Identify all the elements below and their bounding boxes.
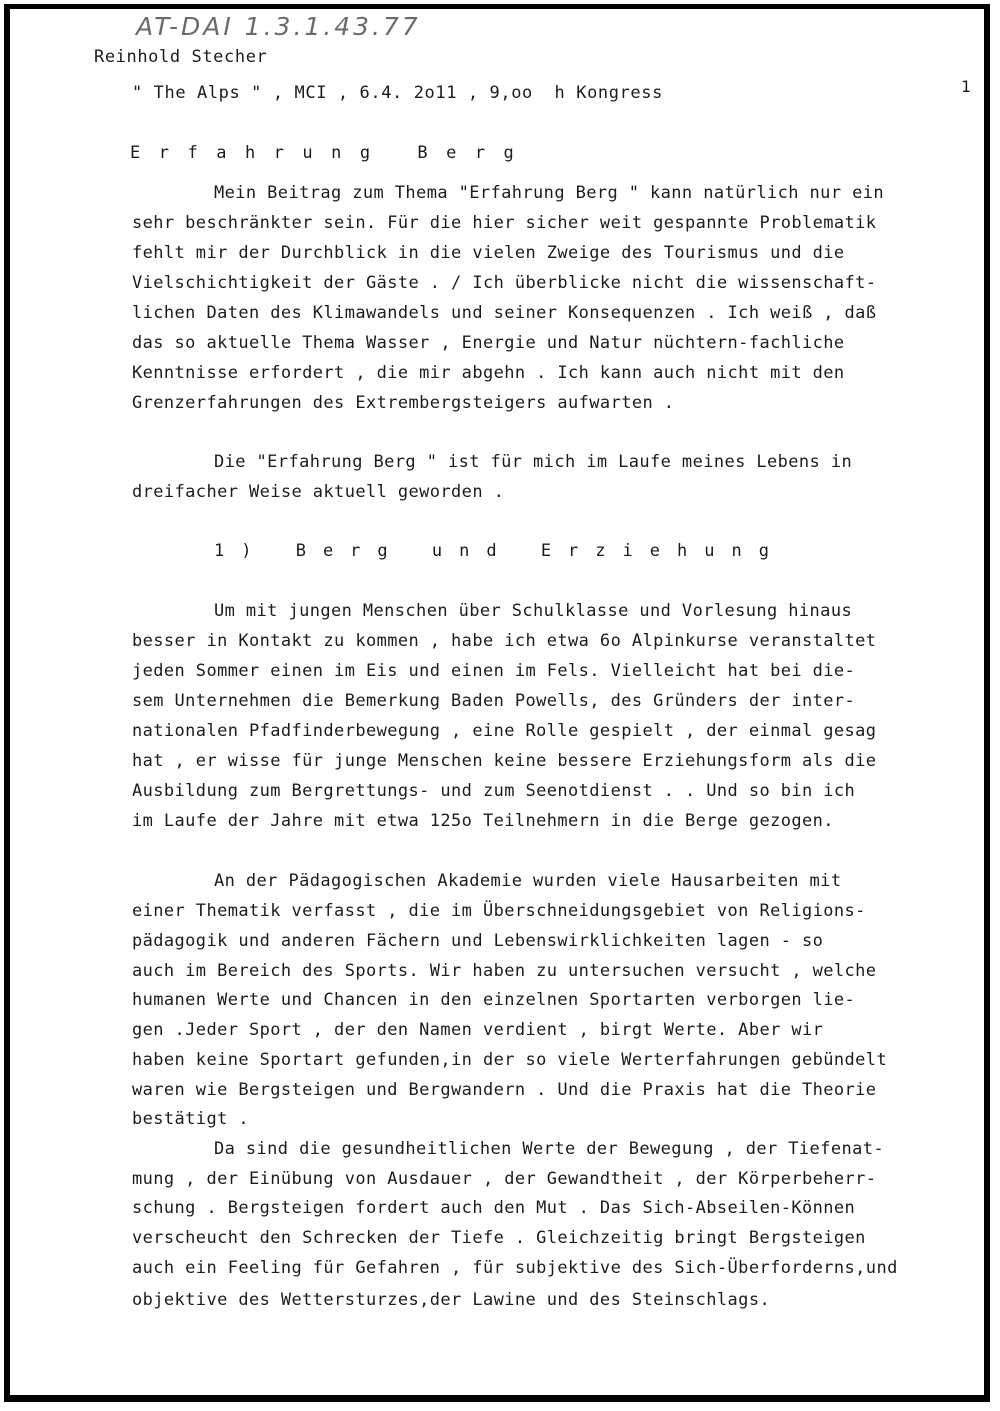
- text-line: einer Thematik verfasst , die im Überschneidungsgebiet von Religions-: [132, 901, 866, 921]
- text-line: humanen Werte und Chancen in den einzelnen Sportarten verborgen lie-: [132, 990, 856, 1010]
- text-line: fehlt mir der Durchblick in die vielen Zweige des Tourismus und die: [132, 243, 845, 263]
- text-line: das so aktuelle Thema Wasser , Energie und Natur nüchtern-fachliche: [132, 333, 845, 353]
- text-line: Kenntnisse erfordert , die mir abgehn . Ich kann auch nicht mit den: [132, 363, 845, 383]
- text-line: lichen Daten des Klimawandels und seiner Konsequenzen . Ich weiß , daß: [132, 303, 877, 323]
- text-line: Die "Erfahrung Berg " ist für mich im Laufe meines Lebens in: [214, 452, 853, 472]
- text-line: objektive des Wettersturzes,der Lawine und des Steinschlags.: [132, 1290, 771, 1310]
- text-line: auch im Bereich des Sports. Wir haben zu untersuchen versucht , welche: [132, 961, 877, 981]
- text-line: hat , er wisse für junge Menschen keine bessere Erziehungsform als die: [132, 751, 877, 771]
- text-line: gen .Jeder Sport , der den Namen verdient , birgt Werte. Aber wir: [132, 1020, 824, 1040]
- text-line: Um mit jungen Menschen über Schulklasse und Vorlesung hinaus: [214, 601, 853, 621]
- text-line: besser in Kontakt zu kommen , habe ich etwa 6o Alpinkurse veranstaltet: [132, 631, 877, 651]
- text-line: Da sind die gesundheitlichen Werte der Bewegung , der Tiefenat-: [214, 1139, 884, 1159]
- text-line: bestätigt .: [132, 1109, 249, 1129]
- text-line: auch ein Feeling für Gefahren , für subjektive des Sich-Überforderns,und: [132, 1258, 898, 1278]
- page-number: 1: [961, 77, 971, 96]
- author-name: Reinhold Stecher: [94, 47, 268, 67]
- archive-signature: AT-DAI 1.3.1.43.77: [136, 12, 421, 41]
- text-line: An der Pädagogischen Akademie wurden viele Hausarbeiten mit: [214, 871, 842, 891]
- text-line: sem Unternehmen die Bemerkung Baden Powells, des Gründers der inter-: [132, 691, 856, 711]
- text-line: haben keine Sportart gefunden,in der so viele Werterfahrungen gebündelt: [132, 1050, 888, 1070]
- event-line: " The Alps " , MCI , 6.4. 2o11 , 9,oo h Kongress: [132, 83, 663, 103]
- text-line: Vielschichtigkeit der Gäste . / Ich überblicke nicht die wissenschaft-: [132, 273, 877, 293]
- text-line: im Laufe der Jahre mit etwa 125o Teilnehmern in die Berge gezogen.: [132, 811, 834, 831]
- text-line: dreifacher Weise aktuell geworden .: [132, 482, 505, 502]
- text-line: sehr beschränkter sein. Für die hier sicher weit gespannte Problematik: [132, 213, 877, 233]
- text-line: nationalen Pfadfinderbewegung , eine Rolle gespielt , der einmal gesag: [132, 721, 877, 741]
- text-line: waren wie Bergsteigen und Bergwandern . Und die Praxis hat die Theorie: [132, 1080, 877, 1100]
- text-line: schung . Bergsteigen fordert auch den Mut . Das Sich-Abseilen-Können: [132, 1198, 856, 1218]
- text-line: verscheucht den Schrecken der Tiefe . Gleichzeitig bringt Bergsteigen: [132, 1228, 866, 1248]
- document-title: Erfahrung Berg: [130, 143, 533, 163]
- section-heading: 1) Berg und Erziehung: [214, 541, 786, 561]
- text-line: Grenzerfahrungen des Extrembergsteigers aufwarten .: [132, 393, 675, 413]
- text-line: pädagogik und anderen Fächern und Lebenswirklichkeiten lagen - so: [132, 931, 824, 951]
- text-line: jeden Sommer einen im Eis und einen im Fels. Vielleicht hat bei die-: [132, 661, 856, 681]
- text-line: Ausbildung zum Bergrettungs- und zum Seenotdienst . . Und so bin ich: [132, 781, 856, 801]
- text-line: Mein Beitrag zum Thema "Erfahrung Berg " kann natürlich nur ein: [214, 183, 884, 203]
- text-line: mung , der Einübung von Ausdauer , der Gewandtheit , der Körperbeherr-: [132, 1169, 877, 1189]
